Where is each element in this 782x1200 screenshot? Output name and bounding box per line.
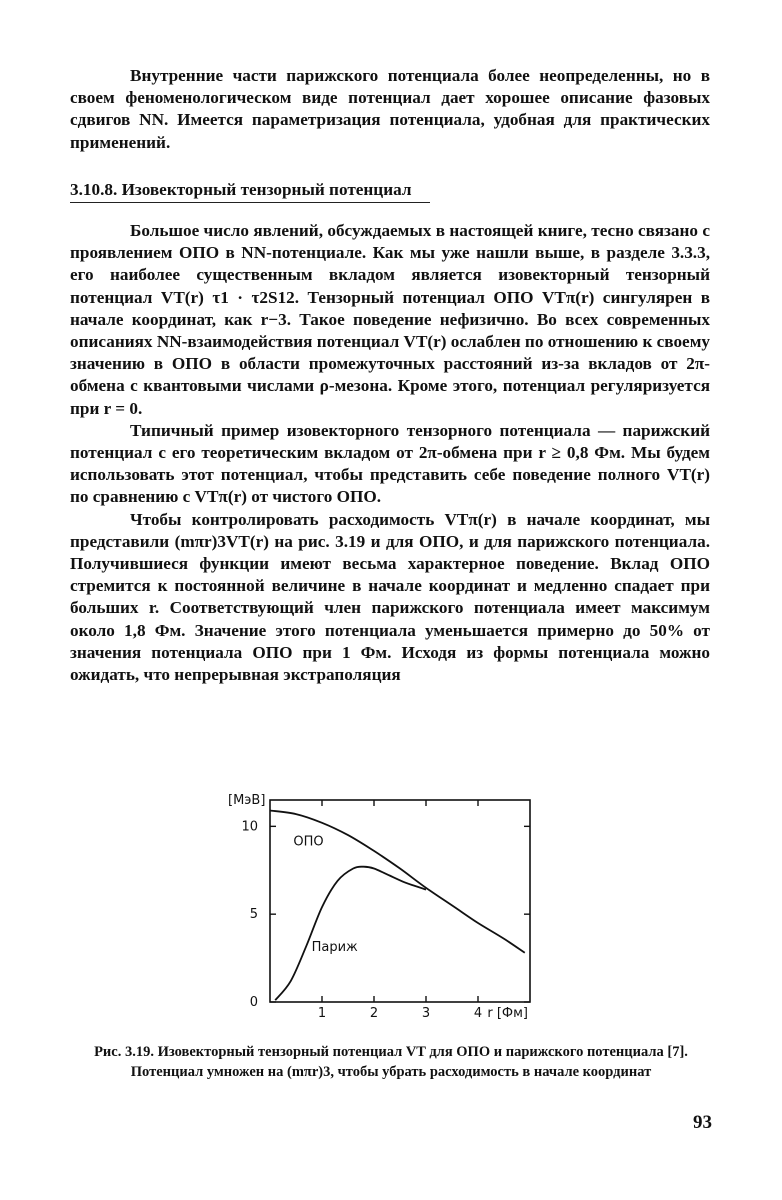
caption-label: Рис. 3.19. bbox=[94, 1044, 154, 1060]
section-heading: 3.10.8. Изовекторный тензорный потенциал bbox=[70, 178, 430, 203]
chart bbox=[220, 790, 550, 1030]
plot-frame bbox=[270, 800, 530, 1002]
y-tick-label: 5 bbox=[249, 907, 258, 923]
x-tick-label: 4 bbox=[473, 1006, 483, 1021]
figure-caption bbox=[78, 1042, 704, 1082]
paragraph-1: Большое число явлений, обсуждаемых в настоящей книге, тесно связано с проявлением ОПО в NN-потенциале. Как мы уже нашли выше, в разделе 3.3.3, его наиболее существенным вкладом является изовекторный тензорный потенциал VT(r) τ1 · τ2S12. Тензорный потенциал ОПО VTπ(r) сингулярен в начале координат, как r−3. Такое поведение нефизично. Во всех современных описаниях NN-взаимодействия потенциал VT(r) ослаблен по отношению к своему значению в ОПО в области промежуточных расстояний из-за вкладов от 2π-обмена с квантовыми числами ρ-мезона. Кроме этого, потенциал регуляризуется при r = 0. bbox=[70, 221, 710, 418]
paragraph-2: Типичный пример изовекторного тензорного потенциала — парижский потенциал с его теоретическим вкладом от 2π-обмена при r ≥ 0,8 Фм. Мы будем использовать этот потенциал, чтобы представить себе поведение полного VT(r) по сравнению с VTπ(r) от чистого ОПО. bbox=[70, 420, 710, 507]
x-tick-label: 2 bbox=[369, 1006, 379, 1021]
y-axis-label: [МэВ] bbox=[228, 793, 266, 808]
x-tick-label: 3 bbox=[421, 1006, 431, 1021]
series-label-paris: Париж bbox=[311, 940, 358, 956]
x-tick-label: 1 bbox=[317, 1006, 327, 1021]
body-text bbox=[70, 220, 710, 686]
y-tick-label: 0 bbox=[249, 995, 258, 1010]
series-line-paris bbox=[275, 867, 426, 1001]
series-label-opo: ОПО bbox=[293, 834, 324, 850]
paragraph-3: Чтобы контролировать расходимость VTπ(r) в начале координат, мы представили (mπr)3VT(r) на рис. 3.19 и для ОПО, и для парижского потенциала. Получившиеся функции имеют весьма характерное поведение. Вклад ОПО стремится к постоянной величине в начале координат и медленно спадает при больших r. Соответствующий член парижского потенциала имеет максимум около 1,8 Фм. Значение этого потенциала уменьшается примерно до 50% от значения потенциала ОПО при 1 Фм. Исходя из формы потенциала можно ожидать, что непрерывная экстраполяция bbox=[70, 509, 710, 685]
y-tick-label: 10 bbox=[241, 819, 258, 835]
series-line-opo bbox=[270, 811, 525, 956]
page-number: 93 bbox=[693, 1112, 712, 1133]
x-axis-label: r [Фм] bbox=[487, 1006, 528, 1021]
figure-3-19 bbox=[220, 790, 550, 1030]
labels-group bbox=[228, 793, 528, 1021]
caption-text: Изовекторный тензорный потенциал VT для ОПО и парижского потенциала [7]. Потенциал умножен на (mπr)3, чтобы убрать расходимость в начале координат bbox=[130, 1044, 688, 1080]
intro-paragraph bbox=[70, 65, 710, 154]
ticks-group bbox=[241, 800, 530, 1021]
intro-text: Внутренние части парижского потенциала более неопределенны, но в своем феноменологическом виде потенциал дает хорошее описание фазовых сдвигов NN. Имеется параметризация потенциала, удобная для практических применений. bbox=[70, 66, 710, 152]
